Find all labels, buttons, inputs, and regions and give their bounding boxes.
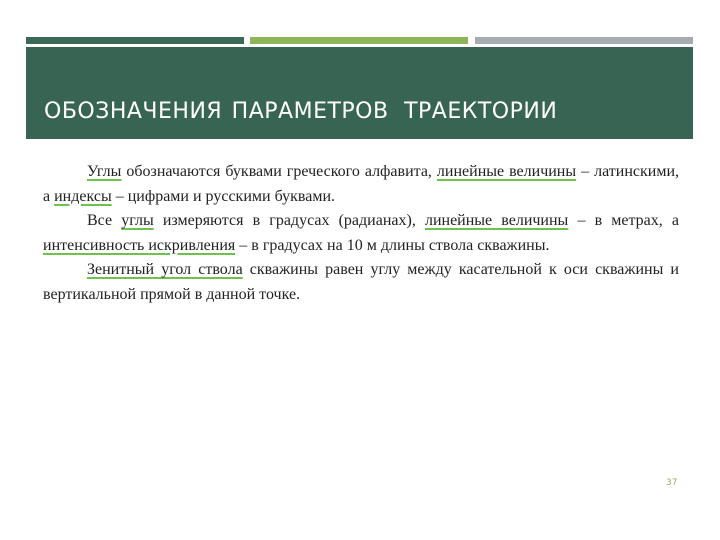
paragraph-2	[43, 209, 679, 258]
term-angles: углы	[121, 212, 154, 229]
paragraph-3	[43, 258, 679, 307]
decor-bar-gray	[475, 37, 693, 44]
slide-title-part1: ОБОЗНАЧЕНИЯ ПАРАМЕТРОВ	[44, 99, 389, 124]
term-linear-values: линейные величины	[436, 163, 577, 180]
paragraph-text: – латинскими, а	[43, 163, 679, 205]
decor-bar-green	[250, 37, 468, 44]
slide-title	[44, 99, 557, 124]
paragraph-text: – цифрами и русскими буквами.	[111, 187, 335, 205]
term-indices: индексы	[54, 187, 112, 205]
paragraph-text: – в градусах на 10 м длины ствола скважины.	[235, 236, 550, 254]
term-angles: Углы	[87, 163, 122, 180]
paragraph-text: обозначаются буквами греческого алфавита,	[121, 163, 437, 180]
title-band	[26, 47, 693, 139]
paragraph-text: скважины равен углу между касательной к оси скважины и вертикальной прямой в данной точке.	[43, 261, 679, 303]
slide-body	[43, 160, 679, 338]
decor-bar-dark	[26, 37, 244, 44]
term-linear-values: линейные величины	[424, 212, 569, 229]
paragraph-text: измеряются в градусах (радианах),	[153, 212, 425, 229]
paragraph-text: Все	[87, 212, 122, 229]
paragraph-text: – в метрах, а	[568, 212, 679, 229]
page-number: 37	[666, 478, 678, 488]
slide-title-part2: ТРАЕКТОРИИ	[404, 99, 558, 124]
paragraph-1	[43, 160, 679, 209]
term-zenith-angle: Зенитный угол ствола	[87, 261, 243, 278]
term-curvature-intensity: интенсивность искривления	[43, 236, 236, 254]
